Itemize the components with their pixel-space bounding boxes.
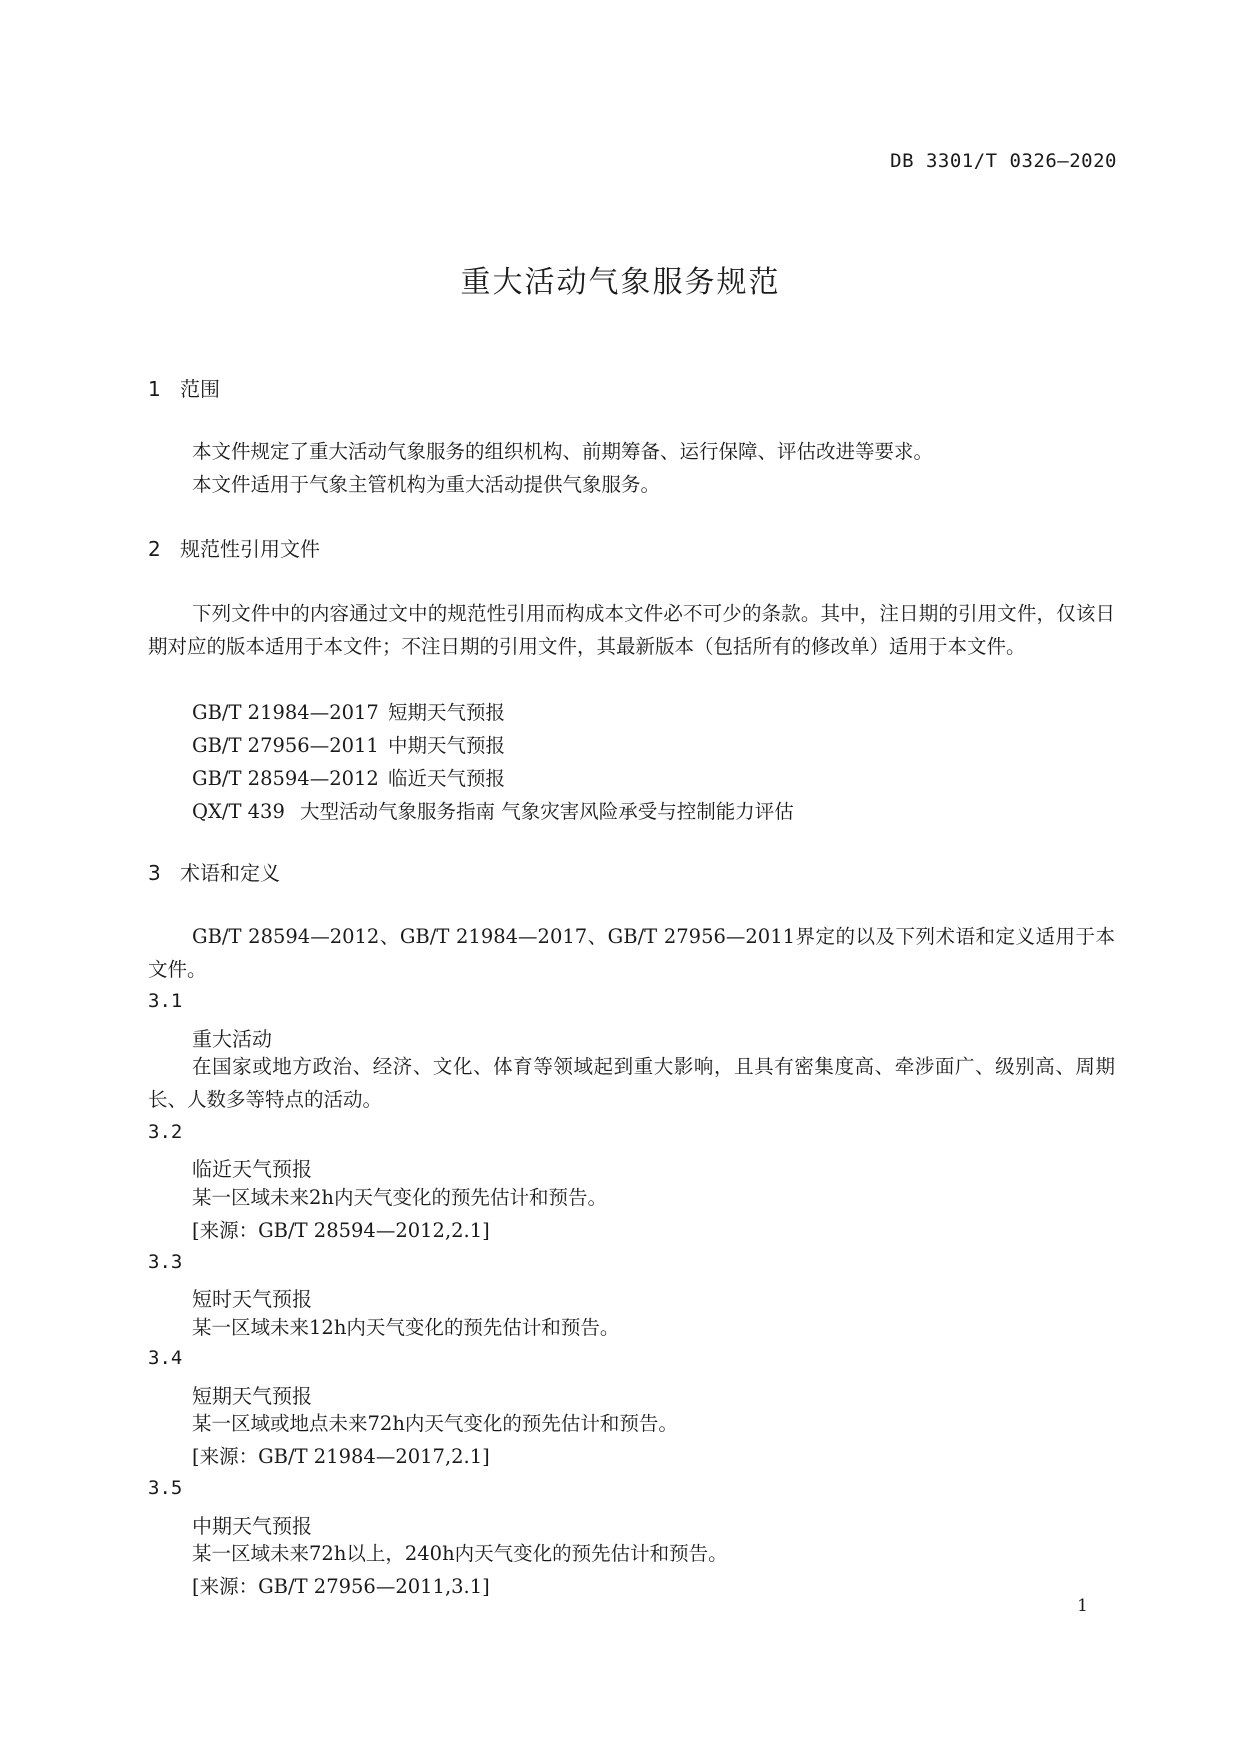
term-name: 中期天气预报 [192,1514,312,1538]
term-number: 3.1 [148,990,183,1012]
term-number: 3.2 [148,1121,183,1143]
term-number: 3.4 [148,1347,183,1369]
reference-title: 临近天气预报 [388,767,506,790]
page-number: 1 [1077,1596,1088,1616]
scope-paragraph-1: 本文件规定了重大活动气象服务的组织机构、前期筹备、运行保障、评估改进等要求。 [192,440,934,463]
reference-item [192,795,794,828]
reference-code: GB/T 27956—2011 [192,734,379,757]
reference-title: 短期天气预报 [388,701,506,724]
section-heading-terms-and-definitions [148,857,280,886]
term-name: 临近天气预报 [192,1157,312,1181]
term-definition: 在国家或地方政治、经济、文化、体育等领域起到重大影响，且具有密集度高、牵涉面广、级别高、周期长、人数多等特点的活动。 [148,1055,1115,1111]
reference-code: GB/T 21984—2017 [192,701,379,724]
normative-references-intro: 下列文件中的内容通过文中的规范性引用而构成本文件必不可少的条款。其中，注日期的引用文件，仅该日期对应的版本适用于本文件；不注日期的引用文件，其最新版本（包括所有的修改单）适用于本文件。 [148,602,1115,658]
term-definition: 某一区域或地点未来72h内天气变化的预先估计和预告。 [192,1412,678,1435]
term-definition: 某一区域未来2h内天气变化的预先估计和预告。 [192,1186,607,1209]
reference-item [192,729,505,762]
section-title: 术语和定义 [180,861,280,885]
document-number: DB 3301/T 0326—2020 [890,150,1117,172]
term-source: [来源：GB/T 28594—2012,2.1] [192,1219,490,1242]
term-name: 短时天气预报 [192,1287,312,1311]
section-title: 范围 [180,377,220,401]
section-number: 2 [148,537,161,561]
section-heading-scope [148,373,220,402]
terms-intro: GB/T 28594—2012、GB/T 21984—2017、GB/T 27956—2011界定的以及下列术语和定义适用于本文件。 [148,925,1115,981]
section-number: 3 [148,861,161,885]
reference-title: 大型活动气象服务指南 气象灾害风险承受与控制能力评估 [300,800,794,823]
section-heading-normative-references [148,533,320,562]
reference-title: 中期天气预报 [388,734,506,757]
term-definition: 某一区域未来72h以上，240h内天气变化的预先估计和预告。 [192,1542,728,1565]
term-number: 3.5 [148,1477,183,1499]
term-name: 重大活动 [192,1027,272,1051]
reference-code: QX/T 439 [192,800,285,823]
scope-paragraph-2: 本文件适用于气象主管机构为重大活动提供气象服务。 [192,473,661,496]
section-title: 规范性引用文件 [180,537,320,561]
term-source: [来源：GB/T 21984—2017,2.1] [192,1445,490,1468]
term-number: 3.3 [148,1251,183,1273]
term-source: [来源：GB/T 27956—2011,3.1] [192,1575,490,1598]
term-name: 短期天气预报 [192,1384,312,1408]
reference-item [192,696,505,729]
section-number: 1 [148,377,161,401]
reference-item [192,762,505,795]
reference-code: GB/T 28594—2012 [192,767,379,790]
term-definition: 某一区域未来12h内天气变化的预先估计和预告。 [192,1316,620,1339]
document-title: 重大活动气象服务规范 [460,265,781,300]
